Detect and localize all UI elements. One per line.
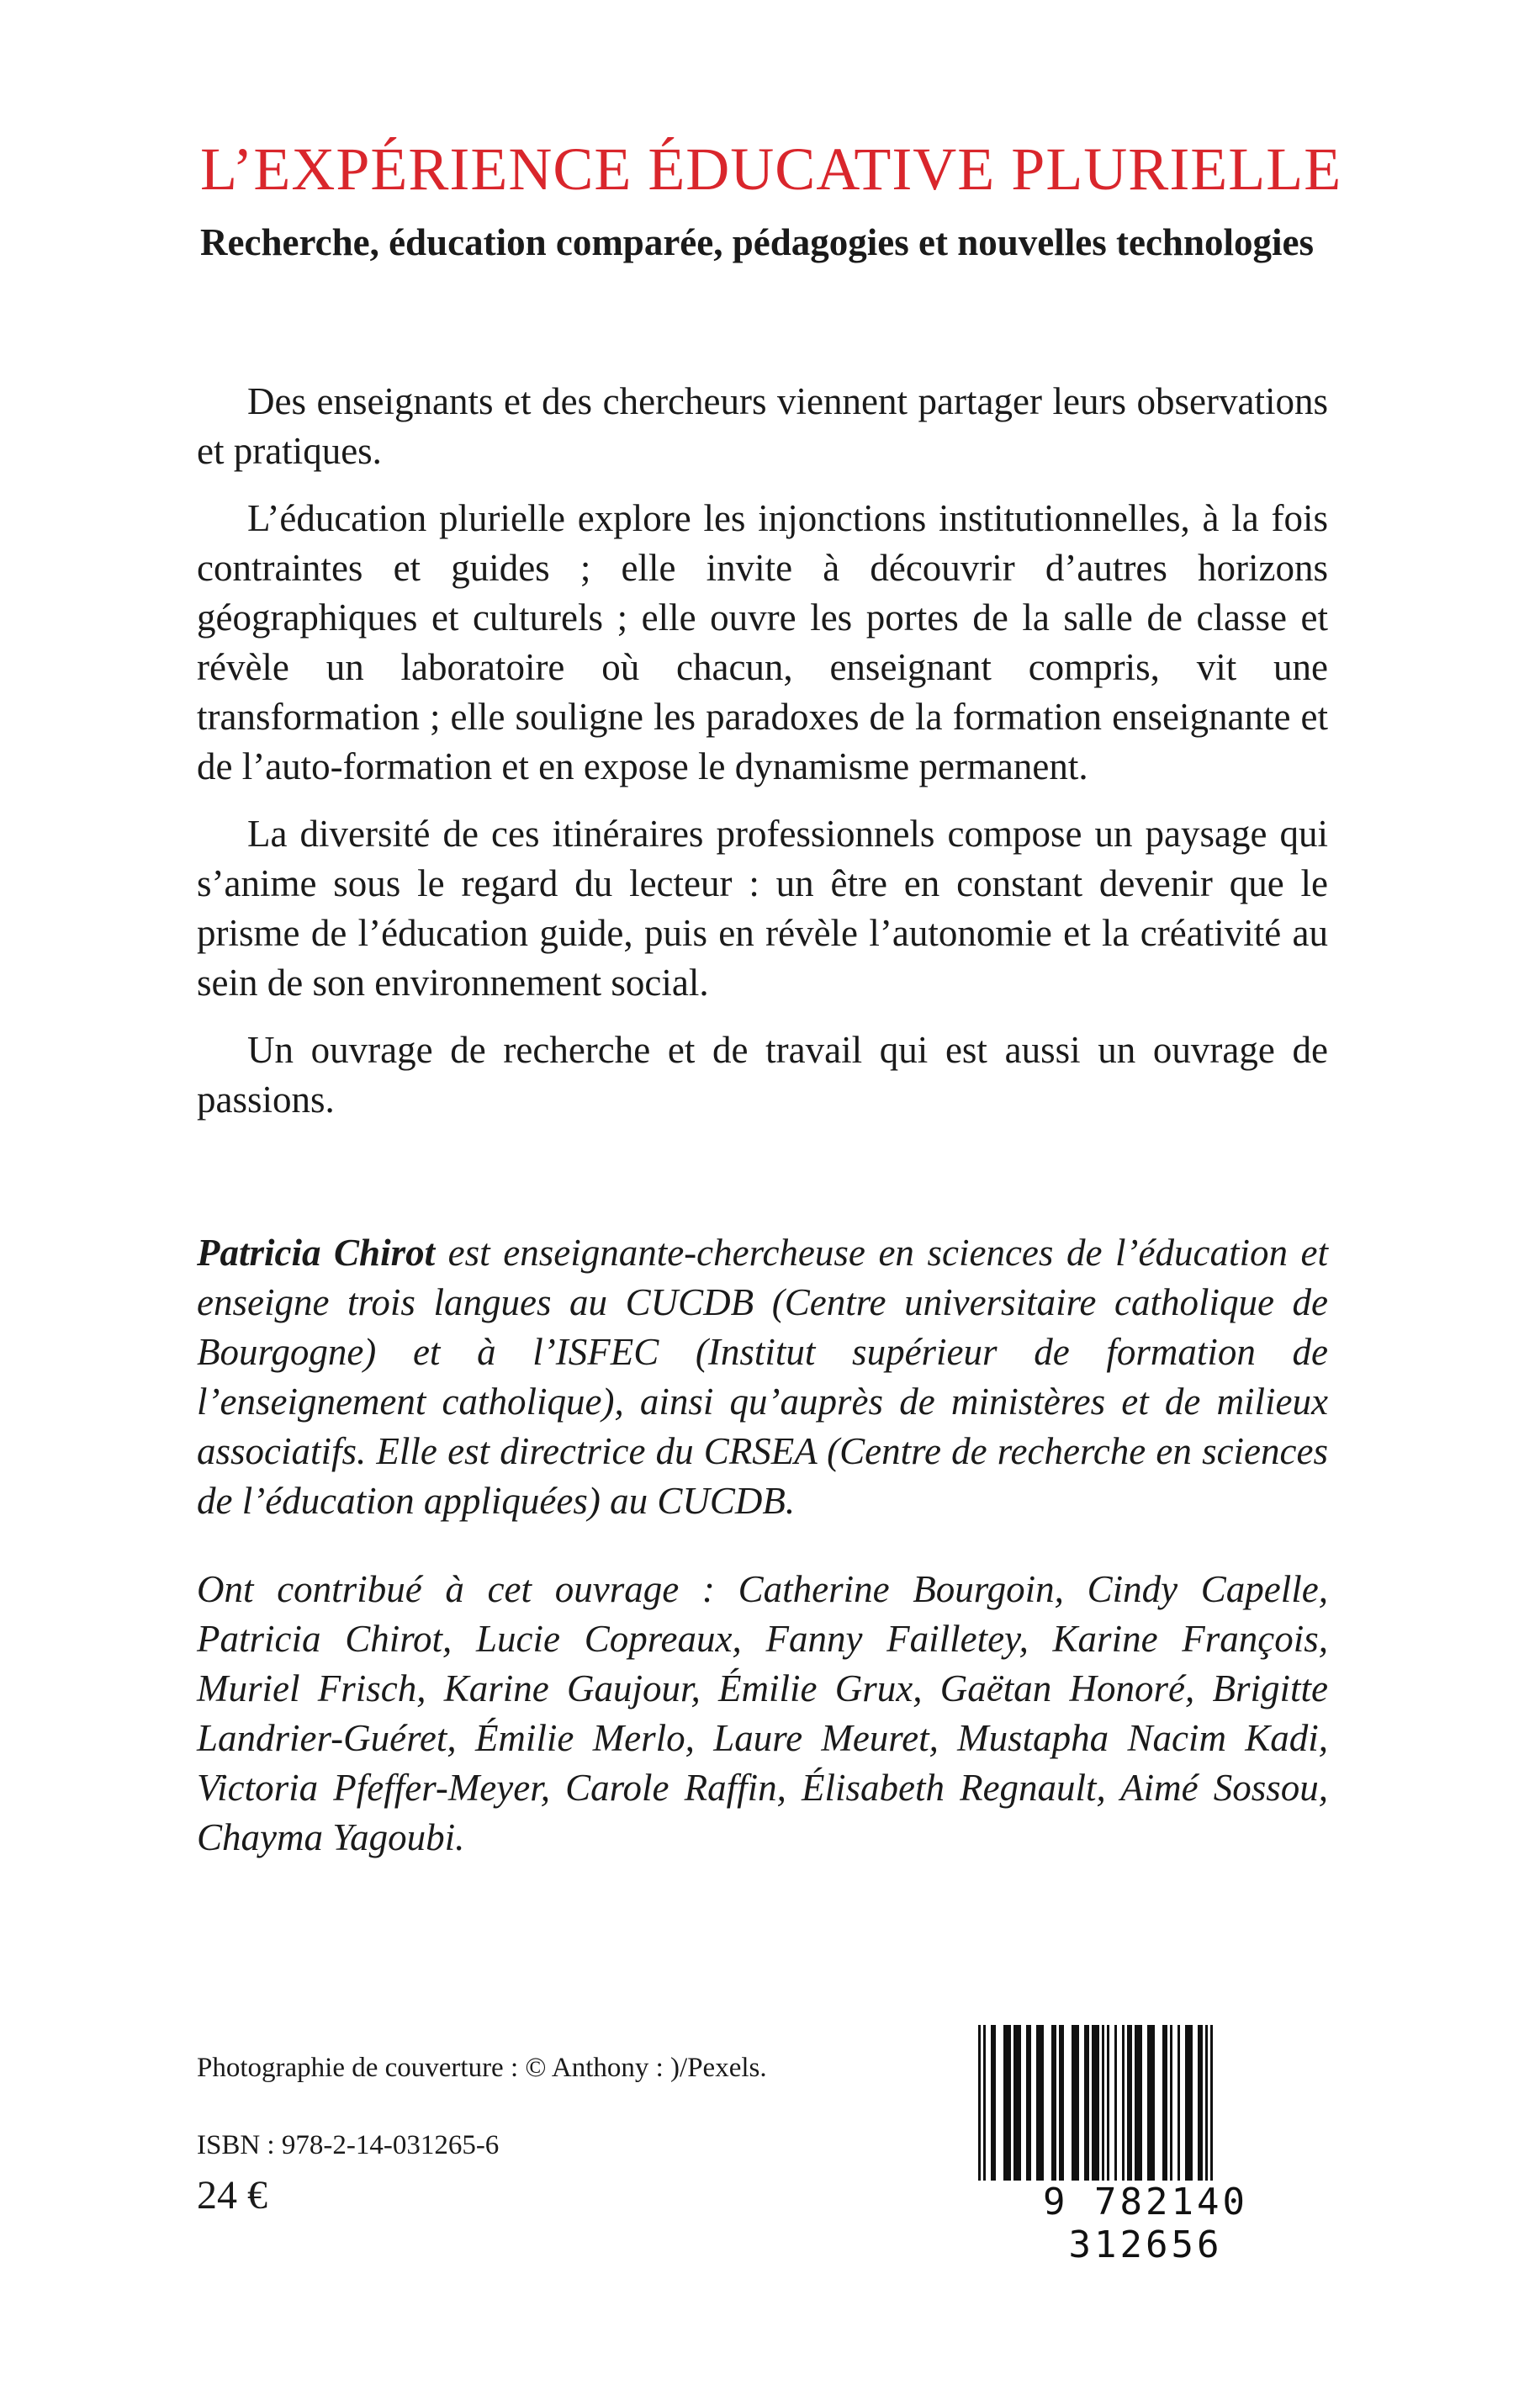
barcode-bar: [1013, 2025, 1021, 2181]
barcode-bar: [978, 2025, 981, 2181]
barcode-bars: [965, 2025, 1326, 2181]
barcode-digits: 9 782140 312656: [1043, 2181, 1248, 2266]
barcode-bar: [1185, 2025, 1193, 2181]
author-bio: [197, 1228, 1328, 1526]
barcode-bar: [1122, 2025, 1125, 2181]
summary-paragraph: Un ouvrage de recherche et de travail qui est aussi un ouvrage de passions.: [197, 1029, 1328, 1121]
barcode-bar: [1051, 2025, 1056, 2181]
barcode-bar: [1127, 2025, 1132, 2181]
author-name: Patricia Chirot: [197, 1232, 436, 1274]
contributors-list: Ont contribué à cet ouvrage : Catherine Bourgoin, Cindy Capelle, Patricia Chirot, Lucie Copreaux, Fanny Failletey, Karine François, Muriel Frisch, Karine Gaujour, Émilie Grux, Gaëtan Honoré, Brigitte Landrier-Guéret, Émilie Merlo, Laure Meuret, Mustapha Nacim Kadi, Victoria Pfeffer-Meyer, Carole Raffin, Élisabeth Regnault, Aimé Sossou, Chayma Yagoubi.: [197, 1568, 1328, 1858]
barcode-bar: [1092, 2025, 1099, 2181]
barcode-bar: [1114, 2025, 1117, 2181]
book-title: L’EXPÉRIENCE ÉDUCATIVE PLURIELLE: [200, 135, 1342, 203]
summary-paragraph: La diversité de ces itinéraires professionnels compose un paysage qui s’anime sous le regard du lecteur : un être en constant devenir que le prisme de l’éducation guide, puis en révèle l’autonomie et la créativité au sein de son environnement social.: [197, 813, 1328, 1004]
barcode-bar: [991, 2025, 996, 2181]
barcode-bar: [1162, 2025, 1167, 2181]
barcode-bar: [1198, 2025, 1203, 2181]
barcode-bar: [1102, 2025, 1104, 2181]
author-bio-text: est enseignante-chercheuse en sciences de l’éducation et enseigne trois langues au CUCDB (Centre universitaire catholique de Bourgogne) et à l’ISFEC (Institut supérieur de formation de l’enseignement catholique), ainsi qu’auprès de ministères et de milieux associatifs. Elle est directrice du CRSEA (Centre de recherche en sciences de l’éducation appliquées) au CUCDB.: [197, 1232, 1328, 1522]
barcode-bar: [1072, 2025, 1079, 2181]
barcode-bar: [1205, 2025, 1208, 2181]
photo-credit: Photographie de couverture : © Anthony : )/Pexels.: [197, 2053, 767, 2083]
barcode-bar: [1147, 2025, 1155, 2181]
summary-paragraph: L’éducation plurielle explore les injonctions institutionnelles, à la fois contraintes et guides ; elle invite à découvrir d’autres horizons géographiques et culturels ; elle ouvre les portes de la salle de classe et révèle un laboratoire où chacun, enseignant compris, vit une transformation ; elle souligne les paradoxes de la formation enseignante et de l’auto-formation et en expose le dynamisme permanent.: [197, 497, 1328, 787]
barcode-bar: [1084, 2025, 1089, 2181]
barcode-bar: [1059, 2025, 1064, 2181]
barcode-bar: [1170, 2025, 1172, 2181]
barcode-bar: [1210, 2025, 1213, 2181]
barcode-bar: [1107, 2025, 1109, 2181]
summary-paragraph: Des enseignants et des chercheurs viennent partager leurs observations et pratiques.: [197, 380, 1328, 472]
barcode-bar: [1135, 2025, 1142, 2181]
isbn: ISBN : 978-2-14-031265-6: [197, 2130, 500, 2160]
barcode-bar: [1026, 2025, 1031, 2181]
book-subtitle: Recherche, éducation comparée, pédagogies et nouvelles technologies: [200, 221, 1314, 263]
barcode-bar: [1177, 2025, 1180, 2181]
summary: [197, 377, 1328, 1142]
barcode-bar: [1036, 2025, 1044, 2181]
barcode-bar: [983, 2025, 986, 2181]
barcode-bar: [1003, 2025, 1011, 2181]
price: 24 €: [197, 2173, 267, 2218]
